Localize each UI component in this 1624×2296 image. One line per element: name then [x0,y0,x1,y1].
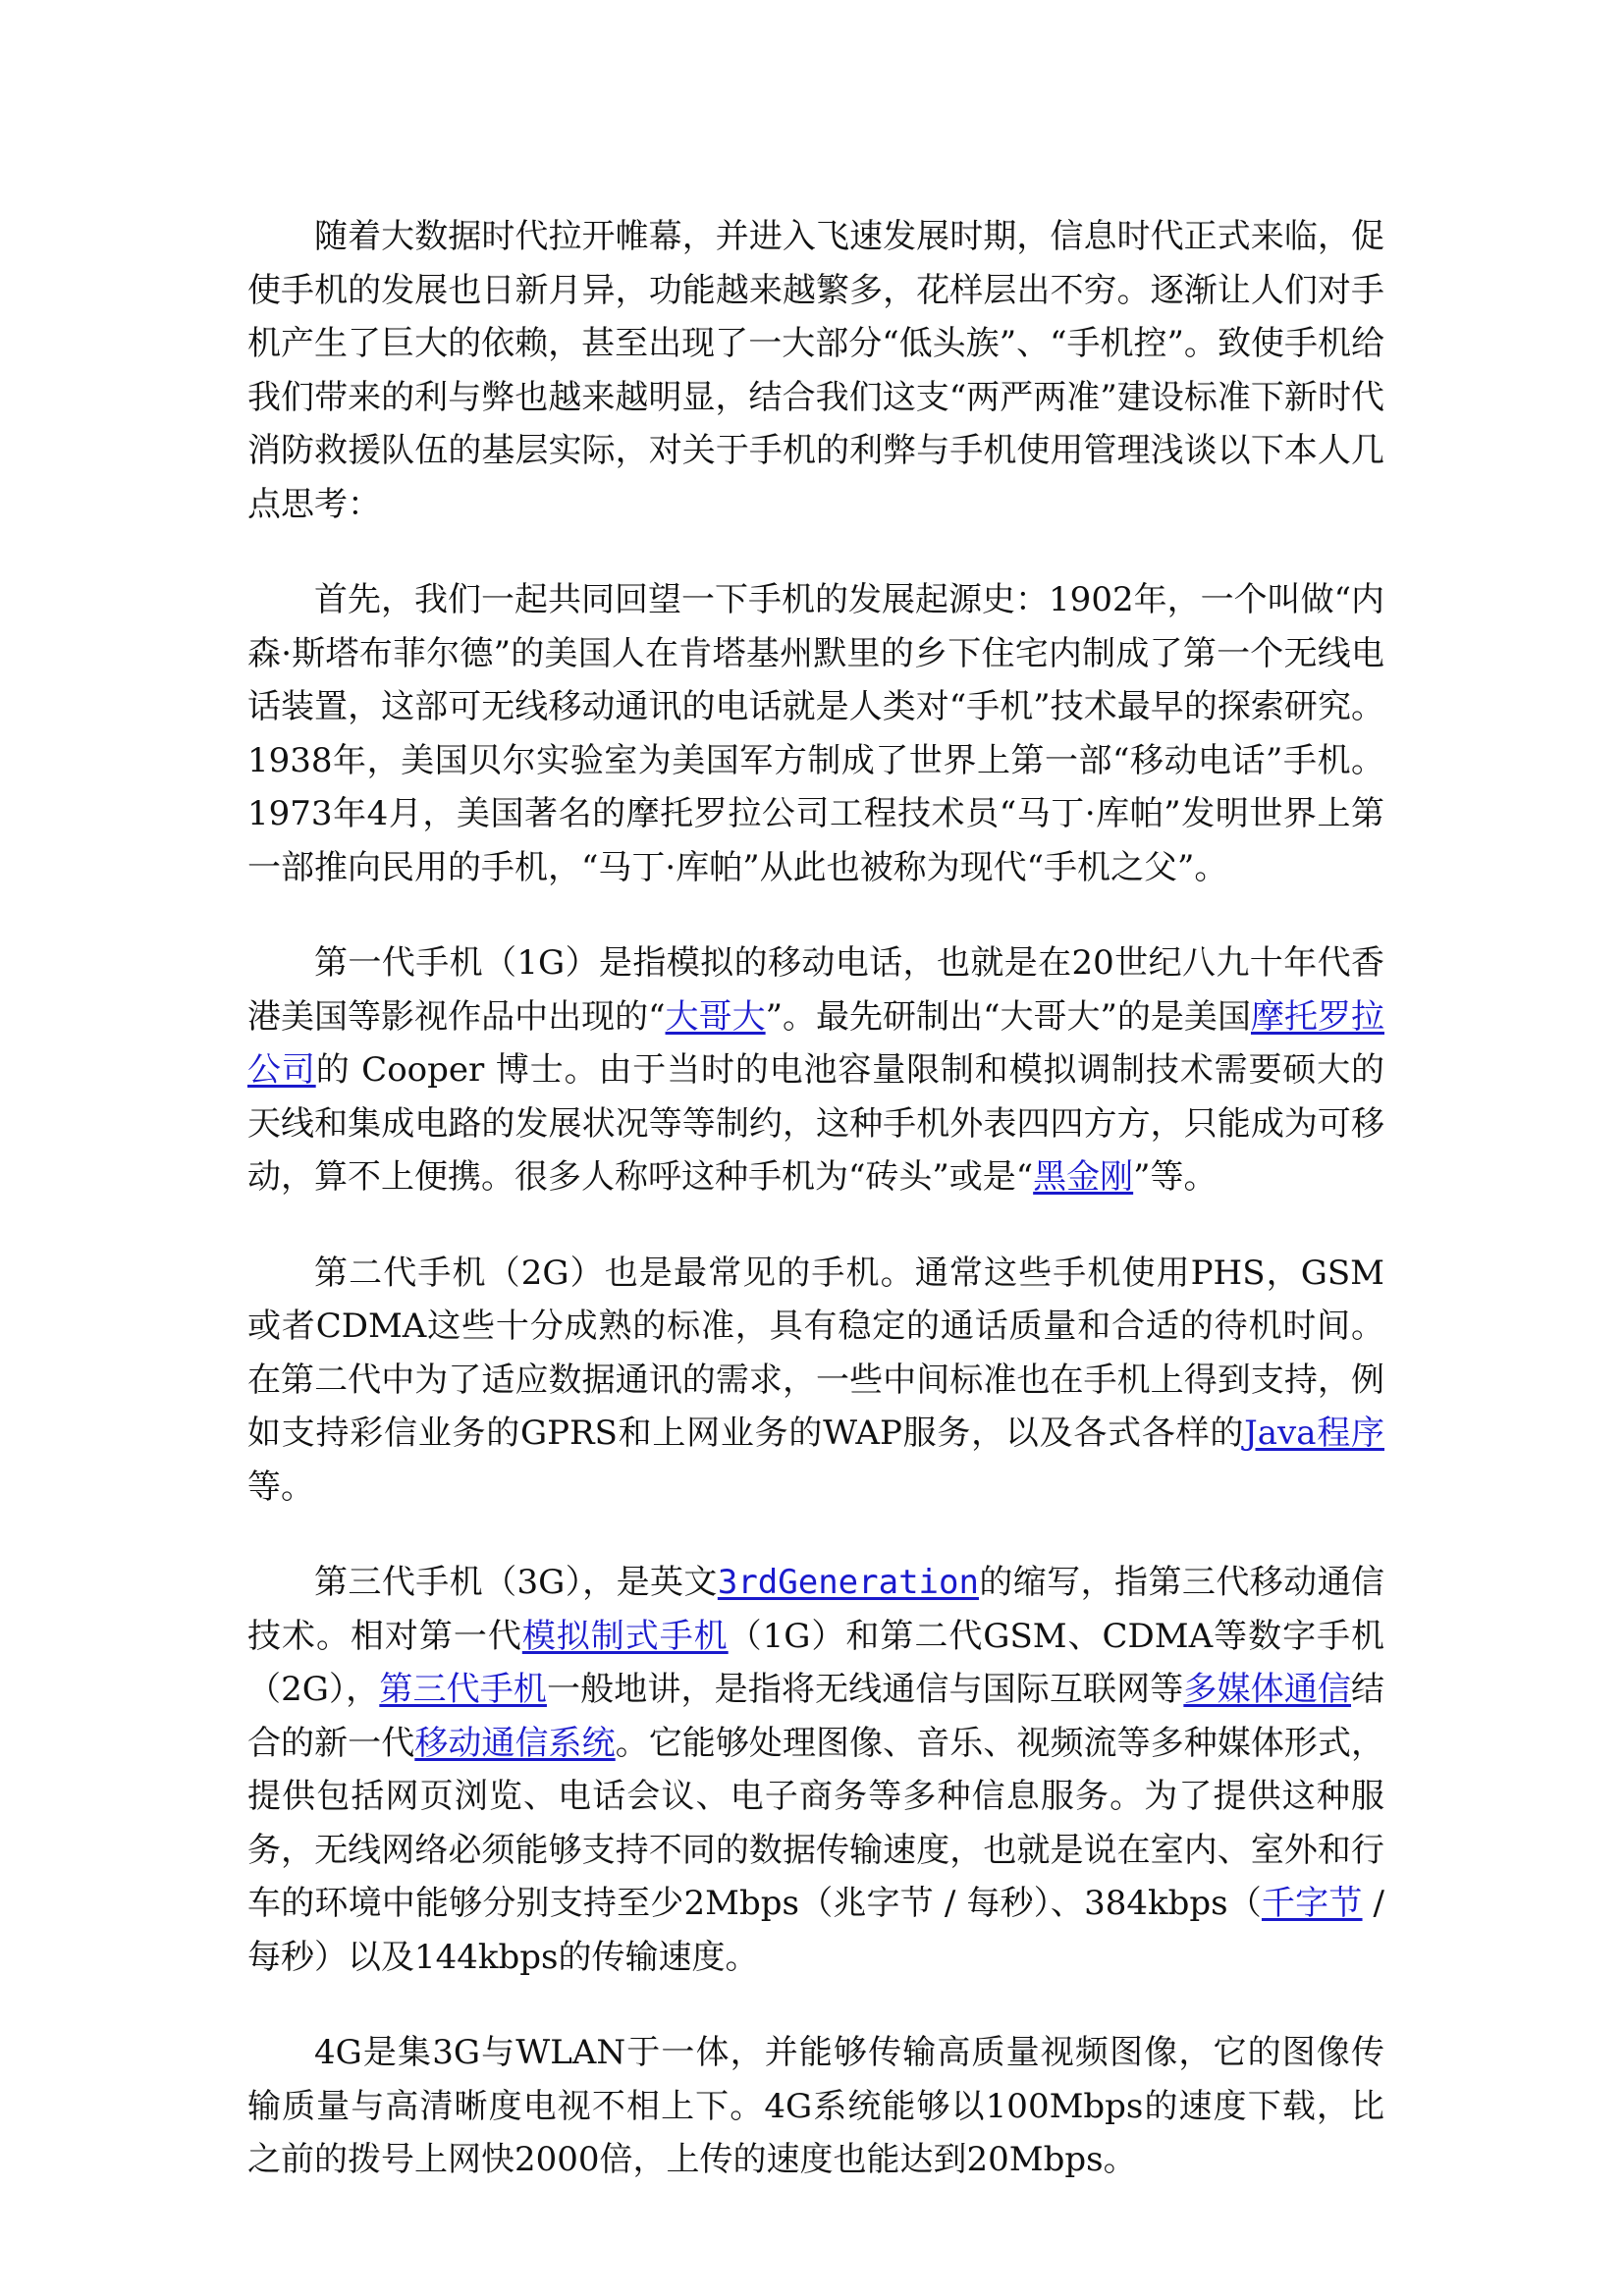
link-mobile-comm-system[interactable]: 移动通信系统 [414,1723,616,1763]
text-segment: ”等。 [1133,1157,1218,1197]
paragraph-history: 首先，我们一起共同回望一下手机的发展起源史：1902年，一个叫做“内森·斯塔布菲尔德”的美国人在肯塔基州默里的乡下住宅内制成了第一个无线电话装置，这部可无线移动通讯的电话就是人类对“手机”技术最早的探索研究。1938年，美国贝尔实验室为美国军方制成了世界上第一部“移动电话”手机。1973年4月，美国著名的摩托罗拉公司工程技术员“马丁·库帕”发明世界上第一部推向民用的手机，“马丁·库帕”从此也被称为现代“手机之父”。 [247,580,1384,887]
paragraph-2g [247,1247,1384,1515]
link-motorola[interactable]: 摩托罗拉公司 [247,996,1385,1090]
link-analog-phone[interactable]: 模拟制式手机 [521,1616,729,1656]
link-heijingang[interactable]: 黑金刚 [1033,1157,1134,1197]
link-kilobyte[interactable]: 千字节 [1261,1884,1363,1923]
link-java-program[interactable]: Java程序 [1244,1414,1384,1453]
text-segment: 第一代手机（1G）是指模拟的移动电话，也就是在20世纪八九十年代香港美国等影视作品中出现的“ [247,943,1384,1037]
text-segment: / 每秒）以及144kbps的传输速度。 [247,1884,1385,1977]
paragraph-4g: 4G是集3G与WLAN于一体，并能够传输高质量视频图像，它的图像传输质量与高清晰度电视不相上下。4G系统能够以100Mbps的速度下载，比之前的拨号上网快2000倍，上传的速度也能达到20Mbps。 [247,2033,1384,2179]
text-segment: 的缩写，指第三代移动通信技术。相对第一代 [247,1563,1384,1656]
document-page [247,210,1384,2229]
text-segment: 。它能够处理图像、音乐、视频流等多种媒体形式，提供包括网页浏览、电话会议、电子商务等多种信息服务。为了提供这种服务，无线网络必须能够支持不同的数据传输速度，也就是说在室内、室外和行车的环境中能够分别支持至少2Mbps（兆字节 / 每秒）、384kbps（ [247,1723,1385,1923]
text-segment: 等。 [247,1467,314,1507]
link-3rdgeneration[interactable]: 3rdGeneration [717,1563,979,1602]
text-segment: ”。最先研制出“大哥大”的是美国 [765,996,1251,1037]
link-third-gen-phone[interactable]: 第三代手机 [379,1670,547,1709]
link-dageda[interactable]: 大哥大 [665,996,766,1037]
paragraph-intro: 随着大数据时代拉开帷幕，并进入飞速发展时期，信息时代正式来临，促使手机的发展也日新月异，功能越来越繁多，花样层出不穷。逐渐让人们对手机产生了巨大的依赖，甚至出现了一大部分“低头族”、“手机控”。致使手机给我们带来的利与弊也越来越明显，结合我们这支“两严两准”建设标准下新时代消防救援队伍的基层实际，对关于手机的利弊与手机使用管理浅谈以下本人几点思考： [247,217,1384,524]
text-segment: 第二代手机（2G）也是最常见的手机。通常这些手机使用PHS，GSM或者CDMA这些十分成熟的标准，具有稳定的通话质量和合适的待机时间。在第二代中为了适应数据通讯的需求，一些中间标准也在手机上得到支持，例如支持彩信业务的GPRS和上网业务的WAP服务，以及各式各样的 [247,1253,1384,1453]
paragraph-3g [247,1556,1384,1984]
text-segment: （1G）和第二代GSM、CDMA等数字手机（2G）， [247,1616,1385,1709]
text-segment: 第三代手机（3G），是英文 [314,1563,718,1602]
paragraph-1g [247,936,1384,1204]
text-segment: 的 Cooper 博士。由于当时的电池容量限制和模拟调制技术需要硕大的天线和集成电路的发展状况等等制约，这种手机外表四四方方，只能成为可移动，算不上便携。很多人称呼这种手机为“砖头”或是“ [247,1050,1384,1197]
text-segment: 一般地讲，是指将无线通信与国际互联网等 [546,1670,1184,1709]
link-multimedia-comm[interactable]: 多媒体通信 [1183,1670,1352,1709]
text-segment: 结合的新一代 [247,1670,1385,1763]
